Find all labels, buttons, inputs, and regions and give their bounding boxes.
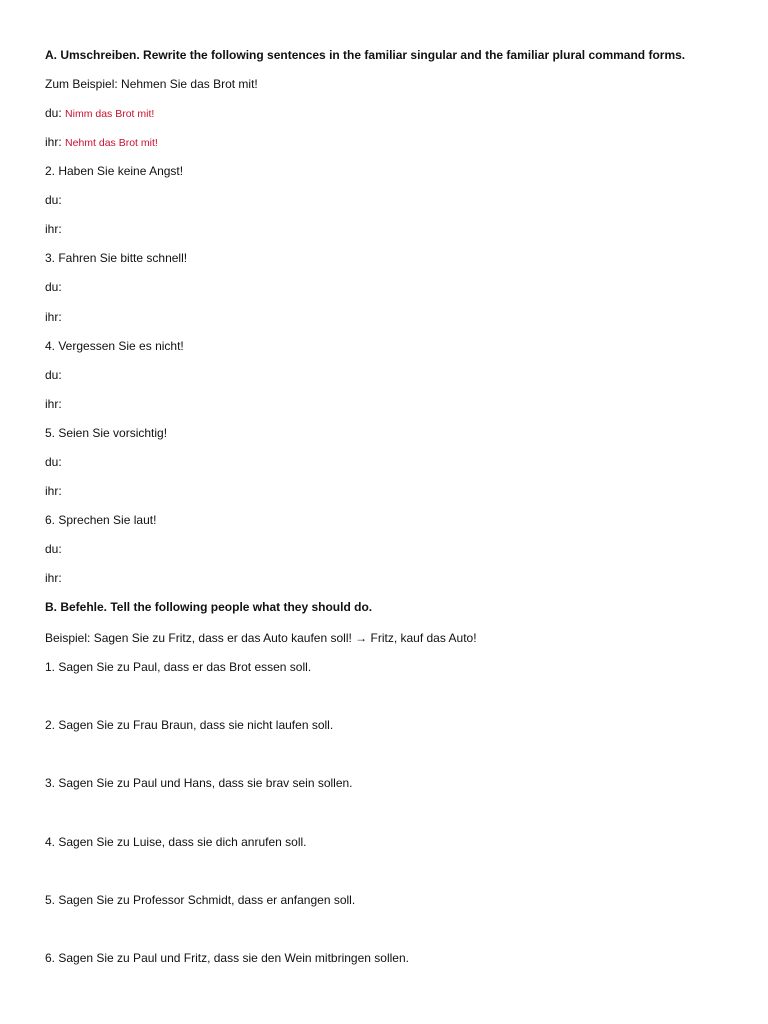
section-b-item: 1. Sagen Sie zu Paul, dass er das Brot essen soll. <box>45 660 312 674</box>
example-ihr-answer: Nehmt das Brot mit! <box>65 137 158 149</box>
section-a-item-ihr-label: ihr: <box>45 571 62 585</box>
section-b-item: 4. Sagen Sie zu Luise, dass sie dich anrufen soll. <box>45 835 307 849</box>
section-a-item-ihr-label: ihr: <box>45 310 62 324</box>
section-a-example-ihr-row <box>45 134 158 151</box>
section-a-item-du-label: du: <box>45 193 62 207</box>
section-a-item-ihr-label: ihr: <box>45 484 62 498</box>
section-a-item-sentence: 3. Fahren Sie bitte schnell! <box>45 251 188 265</box>
ihr-label: ihr: <box>45 135 62 149</box>
section-a-item-du-label: du: <box>45 368 62 382</box>
section-a-item-sentence: 2. Haben Sie keine Angst! <box>45 164 184 178</box>
section-b-item: 2. Sagen Sie zu Frau Braun, dass sie nicht laufen soll. <box>45 718 334 732</box>
section-b-heading: B. Befehle. Tell the following people what they should do. <box>45 600 373 614</box>
example-du-answer: Nimm das Brot mit! <box>65 108 155 120</box>
section-a-item-du-label: du: <box>45 280 62 294</box>
section-b-item: 3. Sagen Sie zu Paul und Hans, dass sie brav sein sollen. <box>45 776 353 790</box>
section-a-item-ihr-label: ihr: <box>45 222 62 236</box>
section-b-item: 6. Sagen Sie zu Paul und Fritz, dass sie den Wein mitbringen sollen. <box>45 951 409 965</box>
du-label: du: <box>45 106 62 120</box>
section-a-item-ihr-label: ihr: <box>45 397 62 411</box>
section-a-example-du-row <box>45 105 154 122</box>
section-b-example: Beispiel: Sagen Sie zu Fritz, dass er das Auto kaufen soll! → Fritz, kauf das Auto! <box>45 631 477 645</box>
section-a-item-sentence: 5. Seien Sie vorsichtig! <box>45 426 168 440</box>
section-a-item-du-label: du: <box>45 542 62 556</box>
section-a-item-sentence: 6. Sprechen Sie laut! <box>45 513 157 527</box>
section-a-item-du-label: du: <box>45 455 62 469</box>
section-a-item-sentence: 4. Vergessen Sie es nicht! <box>45 339 184 353</box>
section-a-heading: A. Umschreiben. Rewrite the following sentences in the familiar singular and the familiar plural command forms. <box>45 48 686 62</box>
section-b-item: 5. Sagen Sie zu Professor Schmidt, dass er anfangen soll. <box>45 893 356 907</box>
section-a-example-prompt: Zum Beispiel: Nehmen Sie das Brot mit! <box>45 77 258 91</box>
